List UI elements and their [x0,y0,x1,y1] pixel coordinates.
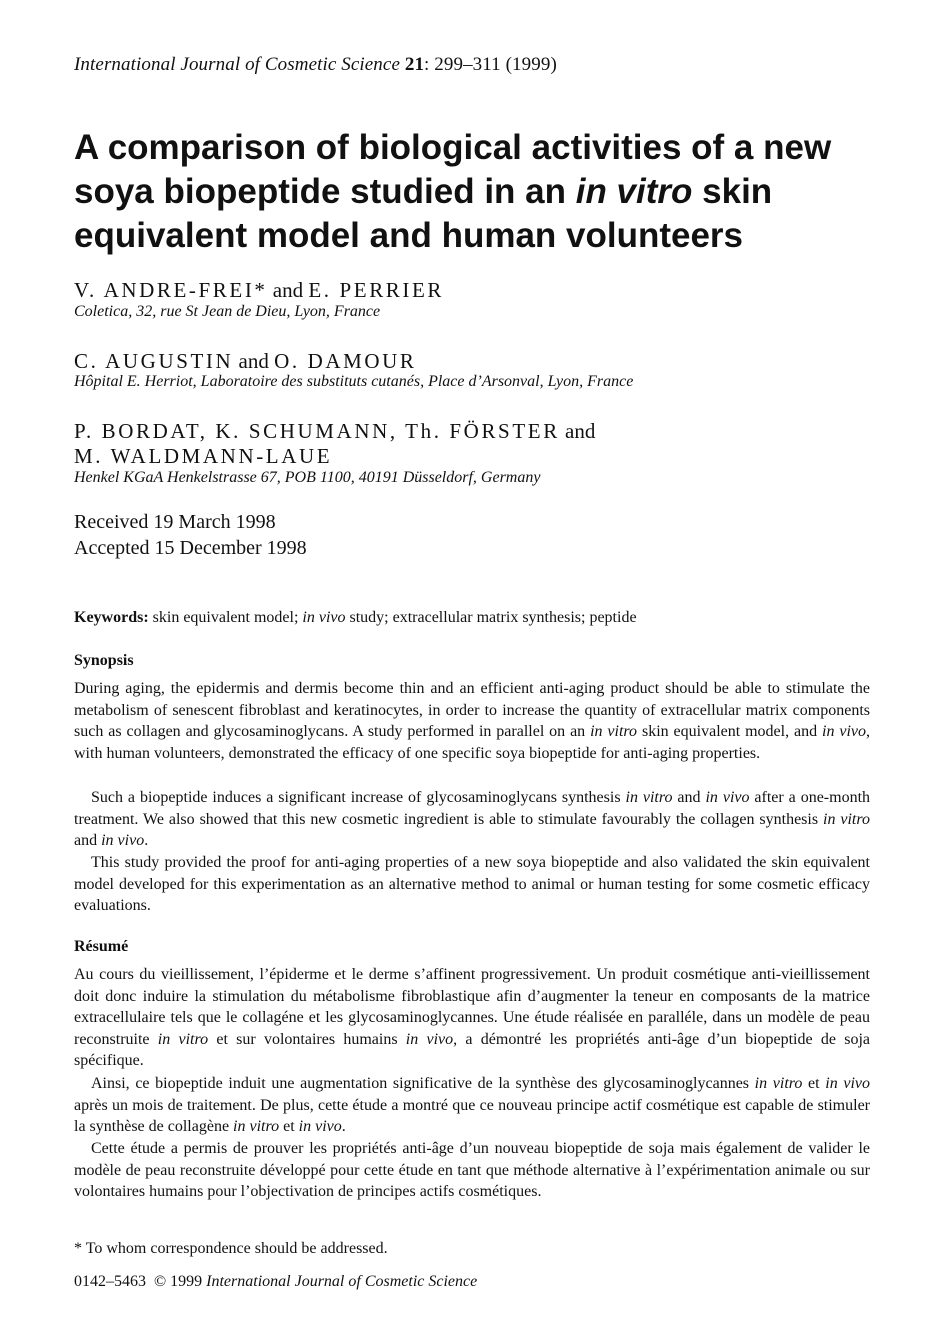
synopsis-paragraph-3: This study provided the proof for anti-aging properties of a new soya biopeptide and also validated the skin equivalent model developed for this experimentation as an alternative method to animal or human testing for some cosmetic efficacy evaluations. [74,854,870,915]
copyright-line: 0142–5463 © 1999 International Journal of Cosmetic Science [74,1273,478,1290]
journal-name: International Journal of Cosmetic Science [74,54,400,75]
journal-volume: 21 [404,54,425,75]
copyright-journal: International Journal of Cosmetic Science [206,1273,478,1290]
author-group-3-line-1: P. BORDAT, K. SCHUMANN, Th. FÖRSTER and [74,419,596,443]
synopsis-heading: Synopsis [74,652,134,669]
journal-pages-year: : 299–311 (1999) [424,54,557,75]
author-group-1: V. ANDRE-FREI* and E. PERRIER [74,278,445,302]
synopsis-paragraph-1: During aging, the epidermis and dermis become thin and an efficient anti-aging product should be able to stimulate the metabolism of senescent fibroblast and keratinocytes, in order to increase the quantity of extracellular matrix components such as collagen and glycosaminoglycans. A study performed in parallel on an in vitro skin equivalent model, and in vivo, with human volunteers, demonstrated the efficacy of one specific soya biopeptide for anti-aging properties. [74,680,870,762]
affiliation-3: Henkel KGaA Henkelstrasse 67, POB 1100, 40191 Düsseldorf, Germany [74,469,541,486]
affiliation-1: Coletica, 32, rue St Jean de Dieu, Lyon, France [74,303,381,320]
resume-heading: Résumé [74,938,129,955]
resume-paragraph-2: Ainsi, ce biopeptide induit une augmentation significative de la synthèse des glycosaminoglycannes in vitro et in vivo après un mois de traitement. De plus, cette étude a montré que ce nouveau principe actif cosmétique est capable de stimuler la synthèse de collagène in vitro et in vivo. [74,1075,871,1136]
author-group-2: C. AUGUSTIN and O. DAMOUR [74,349,417,373]
article-dates [74,509,307,561]
journal-header [74,54,557,76]
issn: 0142–5463 [74,1273,146,1290]
affiliation-2: Hôpital E. Herriot, Laboratoire des substituts cutanés, Place d’Arsonval, Lyon, France [74,373,634,390]
accepted-date: Accepted 15 December 1998 [74,537,307,559]
article-title: A comparison of biological activities of a new soya biopeptide studied in an in vitro skin equivalent model and human volunteers [74,128,832,255]
keywords-label: Keywords: [74,609,149,626]
received-date: Received 19 March 1998 [74,511,276,533]
correspondence-footnote: * To whom correspondence should be addressed. [74,1240,388,1257]
synopsis-paragraph-2: Such a biopeptide induces a significant increase of glycosaminoglycans synthesis in vitro and in vivo after a one-month treatment. We also showed that this new cosmetic ingredient is able to stimulate favourably the collagen synthesis in vitro and in vivo. [74,789,871,850]
author-group-3-line-2: M. WALDMANN-LAUE [74,444,333,468]
keywords: Keywords: skin equivalent model; in vivo study; extracellular matrix synthesis; peptide [74,609,637,626]
resume-paragraph-1: Au cours du vieillissement, l’épiderme et le derme s’affinent progressivement. Un produit cosmétique anti-vieillissement doit donc induire la stimulation du métabolisme fibroblastique afin d’augmenter la teneur en composants de la matrice extracellulaire tels que le collagéne et les glycosaminoglycannes. Une étude réalisée en paralléle, dans un modèle de peau reconstruite in vitro et sur volontaires humains in vivo, a démontré les propriétés anti-âge d’un biopeptide de soja spécifique. [74,966,870,1070]
resume-paragraph-3: Cette étude a permis de prouver les propriétés anti-âge d’un nouveau biopeptide de soja mais également de valider le modèle de peau reconstruite développé pour cette étude en tant que méthode alternative à l’expérimentation animale ou sur volontaires humains pour l’objectivation de principes actifs cosmétiques. [74,1140,870,1201]
